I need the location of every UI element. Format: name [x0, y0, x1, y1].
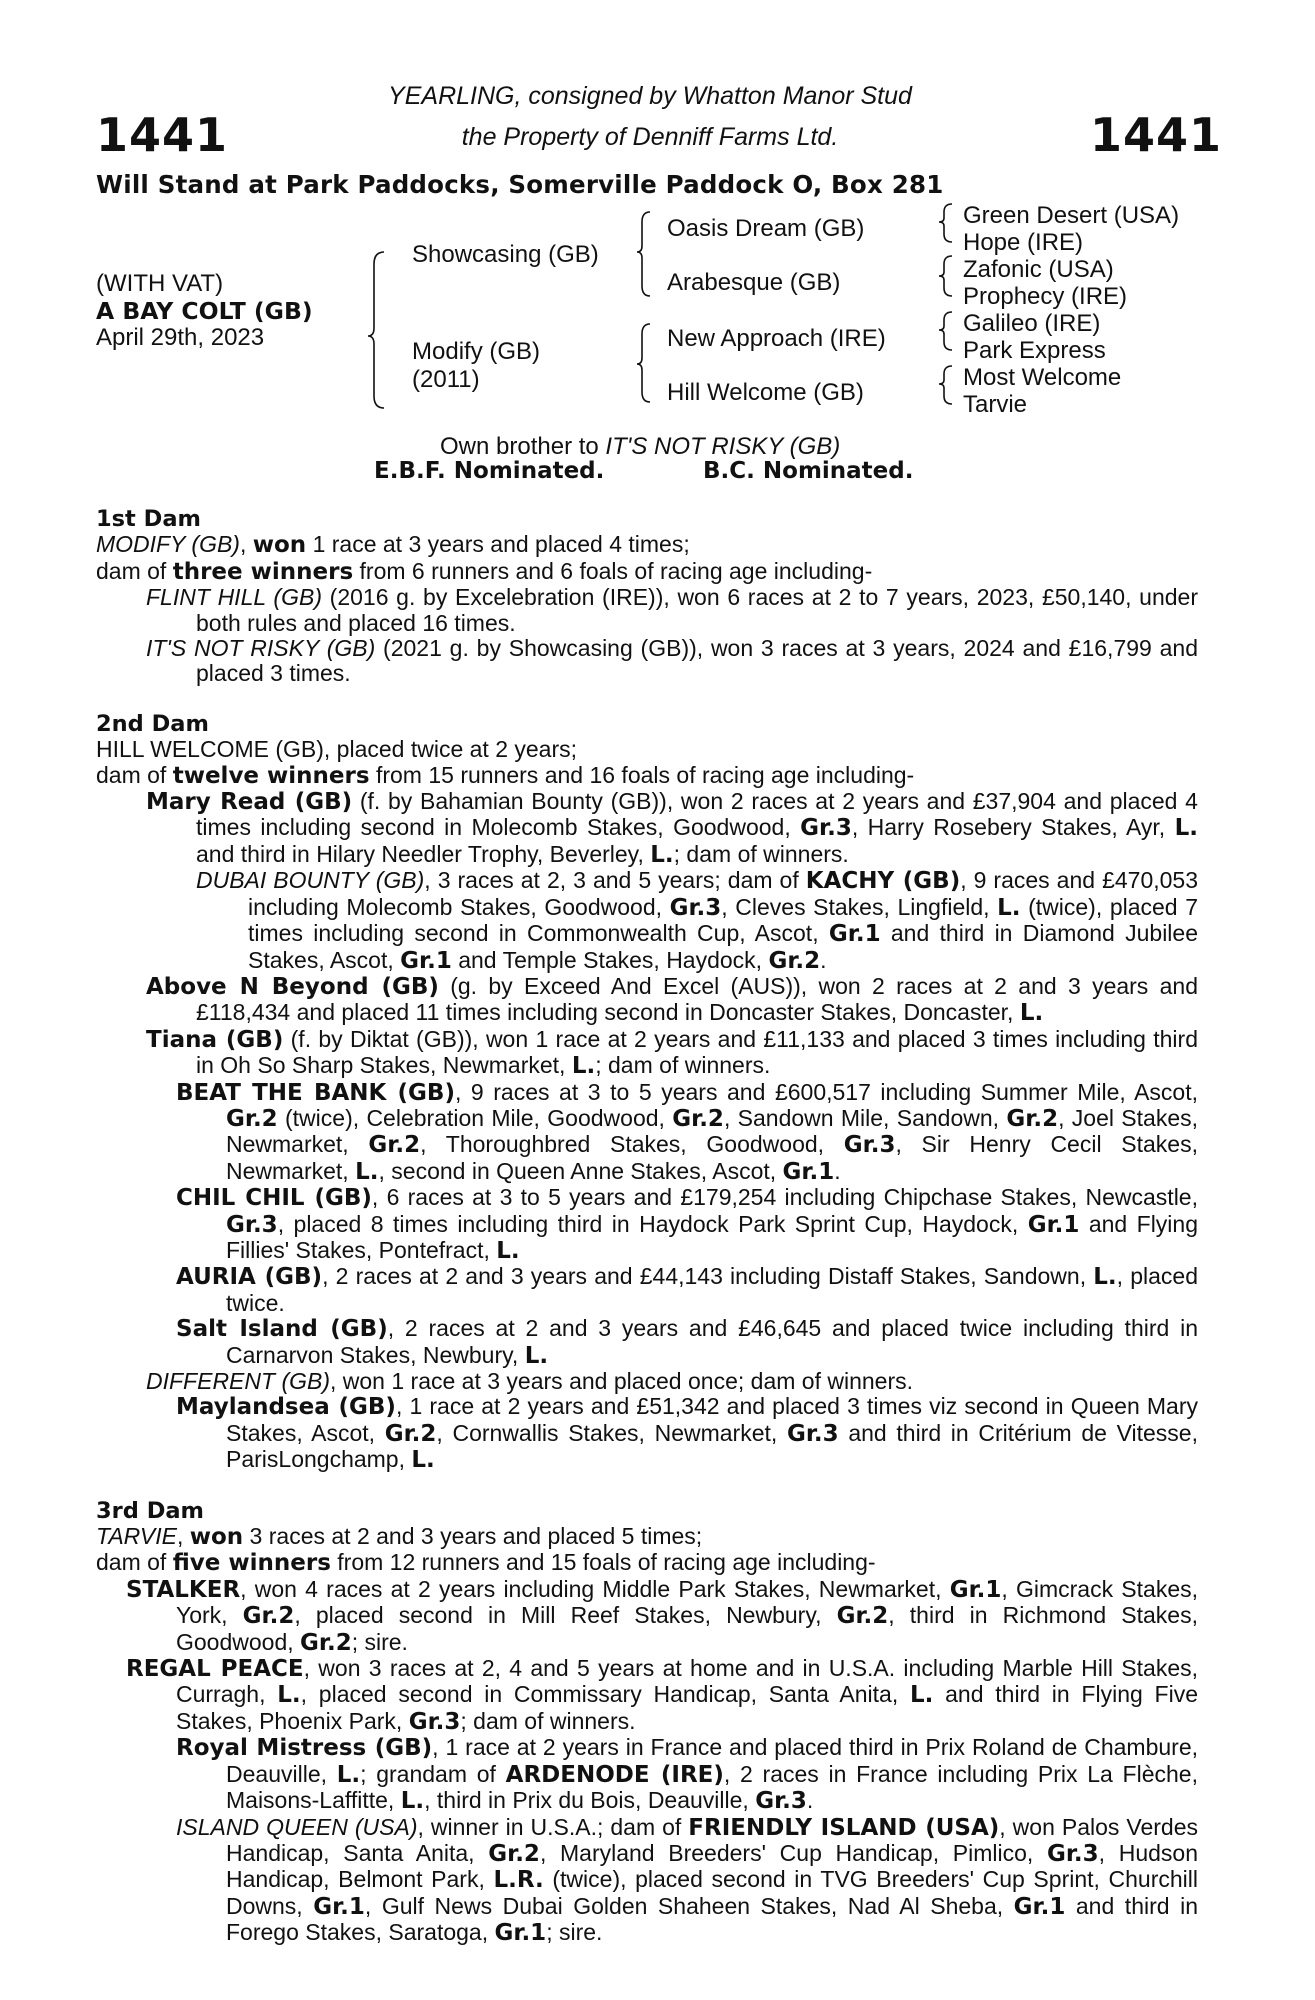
first-dam-heading: 1st Dam	[96, 506, 201, 532]
second-dam-produce-line: dam of twelve winners from 15 runners and 16 foals of racing age including-	[96, 761, 915, 789]
produce-auria: AURIA (GB), 2 races at 2 and 3 years and £44,143 including Distaff Stakes, Sandown, L., placed twice.	[176, 1263, 1199, 1316]
foaling-date: April 29th, 2023	[96, 324, 265, 351]
sire-dam: Arabesque (GB)	[667, 269, 841, 296]
ped-sds: Zafonic (USA)	[963, 256, 1114, 283]
ped-dsd: Park Express	[963, 337, 1106, 364]
consignor-line: YEARLING, consigned by Whatton Manor Stud	[388, 82, 912, 110]
produce-beat-the-bank: BEAT THE BANK (GB), 9 races at 3 to 5 years and £600,517 including Summer Mile, Ascot, Gr.2 (twice), Celebration Mile, Goodwood, Gr.2, Sandown Mile, Sandown, Gr.2, Joel Stakes, Newmarket, Gr.2, Thoroughbred Stakes, Goodwood, Gr.3, Sir Henry Cecil Stakes, Newmarket, L., second in Queen Anne Stakes, Ascot, Gr.1.	[176, 1078, 1199, 1185]
third-dam-heading: 3rd Dam	[96, 1497, 204, 1524]
first-dam-line: MODIFY (GB), won 1 race at 3 years and placed 4 times;	[96, 531, 690, 559]
third-dam-produce-line: dam of five winners from 12 runners and 15 foals of racing age including-	[96, 1549, 876, 1577]
lot-number-right: 1441	[1090, 108, 1223, 162]
lot-number-left: 1441	[96, 108, 229, 162]
produce-chil-chil: CHIL CHIL (GB), 6 races at 3 to 5 years and £179,254 including Chipchase Stakes, Newcastle, Gr.3, placed 8 times including third in Haydock Park Sprint Cup, Haydock, Gr.1 and Flying Fillies' Stakes, Pontefract, L.	[176, 1184, 1198, 1264]
property-line: the Property of Denniff Farms Ltd.	[461, 123, 839, 151]
produce-regal-peace: REGAL PEACE, won 3 races at 2, 4 and 5 years at home and in U.S.A. including Marble Hill Stakes, Curragh, L., placed second in Commissary Handicap, Santa Anita, L. and third in Flying Five Stakes, Phoenix Park, Gr.3; dam of winners.	[126, 1655, 1199, 1735]
second-dam-line: HILL WELCOME (GB), placed twice at 2 years;	[96, 736, 578, 763]
produce-above-n-beyond: Above N Beyond (GB) (g. by Exceed And Excel (AUS)), won 2 races at 2 and 3 years and £118,434 and placed 11 times including second in Doncaster Stakes, Doncaster, L.	[146, 972, 1198, 1027]
first-dam-produce-line: dam of three winners from 6 runners and 6 foals of racing age including-	[96, 557, 873, 585]
ped-sss: Green Desert (USA)	[963, 202, 1180, 229]
produce-flint-hill: FLINT HILL (GB) (2016 g. by Excelebration (IRE)), won 6 races at 2 to 7 years, 2023, £50,140, under both rules and placed 16 times.	[146, 584, 1199, 636]
sire-sire: Oasis Dream (GB)	[667, 215, 865, 242]
produce-island-queen: ISLAND QUEEN (USA), winner in U.S.A.; dam of FRIENDLY ISLAND (USA), won Palos Verdes Handicap, Santa Anita, Gr.2, Maryland Breeders' Cup Handicap, Pimlico, Gr.3, Hudson Handicap, Belmont Park, L.R. (twice), placed second in TVG Breeders' Cup Sprint, Churchill Downs, Gr.1, Gulf News Dubai Golden Shaheen Stakes, Nad Al Sheba, Gr.1 and third in Forego Stakes, Saratoga, Gr.1; sire.	[176, 1813, 1199, 1947]
own-brother-name: IT'S NOT RISKY (GB)	[605, 433, 841, 460]
ped-ddd: Tarvie	[963, 391, 1028, 418]
dam-name: Modify (GB)	[412, 338, 541, 365]
vat-label: (WITH VAT)	[96, 270, 224, 297]
dam-year: (2011)	[412, 366, 480, 393]
third-dam-line: TARVIE, won 3 races at 2 and 3 years and placed 5 times;	[96, 1523, 703, 1551]
ebf-nominated: E.B.F. Nominated.	[374, 458, 605, 484]
stand-location: Will Stand at Park Paddocks, Somerville Paddock O, Box 281	[96, 170, 944, 199]
bc-nominated: B.C. Nominated.	[703, 458, 914, 484]
ped-dds: Most Welcome	[963, 364, 1122, 391]
produce-mary-read: Mary Read (GB) (f. by Bahamian Bounty (GB)), won 2 races at 2 years and £37,904 and placed 4 times including second in Molecomb Stakes, Goodwood, Gr.3, Harry Rosebery Stakes, Ayr, L. and third in Hilary Needler Trophy, Beverley, L.; dam of winners.	[146, 788, 1198, 868]
ped-ssd: Hope (IRE)	[963, 229, 1084, 256]
second-dam-heading: 2nd Dam	[96, 710, 209, 737]
horse-name: A BAY COLT (GB)	[96, 297, 313, 325]
produce-dubai-bounty: DUBAI BOUNTY (GB), 3 races at 2, 3 and 5 years; dam of KACHY (GB), 9 races and £470,053 including Molecomb Stakes, Goodwood, Gr.3, Cleves Stakes, Lingfield, L. (twice), placed 7 times including second in Commonwealth Cup, Ascot, Gr.1 and third in Diamond Jubilee Stakes, Ascot, Gr.1 and Temple Stakes, Haydock, Gr.2.	[196, 867, 1198, 974]
dam-sire: New Approach (IRE)	[667, 325, 886, 352]
produce-different: DIFFERENT (GB), won 1 race at 3 years and placed once; dam of winners.	[146, 1368, 913, 1394]
ped-sdd: Prophecy (IRE)	[963, 283, 1128, 310]
dam-dam: Hill Welcome (GB)	[667, 379, 864, 406]
sire-name: Showcasing (GB)	[412, 241, 599, 268]
produce-royal-mistress: Royal Mistress (GB), 1 race at 2 years in France and placed third in Prix Roland de Chambure, Deauville, L.; grandam of ARDENODE (IRE), 2 races in France including Prix La Flèche, Maisons-Laffitte, L., third in Prix du Bois, Deauville, Gr.3.	[176, 1734, 1199, 1815]
produce-maylandsea: Maylandsea (GB), 1 race at 2 years and £51,342 and placed 3 times viz second in Queen Mary Stakes, Ascot, Gr.2, Cornwallis Stakes, Newmarket, Gr.3 and third in Critérium de Vitesse, ParisLongchamp, L.	[176, 1393, 1198, 1474]
own-brother-note: Own brother to IT'S NOT RISKY (GB)	[440, 433, 841, 460]
produce-salt-island: Salt Island (GB), 2 races at 2 and 3 years and £46,645 and placed twice including third in Carnarvon Stakes, Newbury, L.	[176, 1315, 1198, 1369]
produce-stalker: STALKER, won 4 races at 2 years including Middle Park Stakes, Newmarket, Gr.1, Gimcrack Stakes, York, Gr.2, placed second in Mill Reef Stakes, Newbury, Gr.2, third in Richmond Stakes, Goodwood, Gr.2; sire.	[126, 1575, 1199, 1656]
ped-dss: Galileo (IRE)	[963, 310, 1101, 337]
produce-its-not-risky: IT'S NOT RISKY (GB) (2021 g. by Showcasing (GB)), won 3 races at 3 years, 2024 and £16,799 and placed 3 times.	[146, 635, 1198, 687]
produce-tiana: Tiana (GB) (f. by Diktat (GB)), won 1 race at 2 years and £11,133 and placed 3 times including third in Oh So Sharp Stakes, Newmarket, L.; dam of winners.	[146, 1025, 1198, 1080]
catalogue-body	[96, 507, 1198, 1947]
